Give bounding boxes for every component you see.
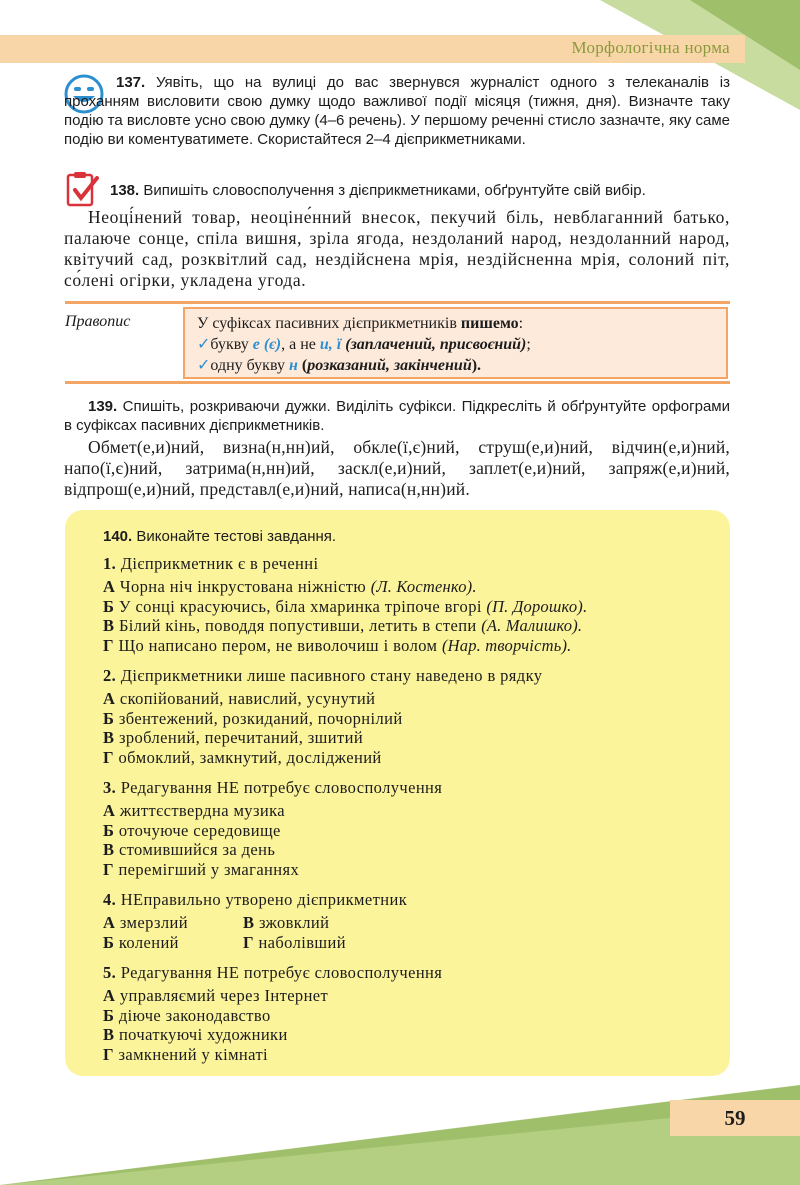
option-text: зжовклий [258,913,330,932]
option-letter: Б [103,820,115,840]
answer-option [103,840,723,860]
question-text: Дієприкметник є в реченні [120,554,319,573]
answer-option [103,689,723,709]
option-letter: Г [103,859,114,879]
option-letter: Г [103,1044,114,1064]
rule-highlight: е (є) [252,336,282,353]
rule-label: Правопис [65,313,131,330]
option-letter: В [103,728,115,747]
question-title [103,554,723,574]
answer-option [103,616,723,636]
question-title [103,666,723,686]
option-source: (П. Дорошко). [486,596,588,616]
option-text: життєствердна музика [119,801,285,820]
rule-divider [65,301,730,304]
option-text: Білий кінь, поводдя попустивши, летить в степи [118,616,477,635]
exercise-139-words: Обмет(е,и)ний, визна(н,нн)ий, обкле(ї,є)ний, струш(е,и)ний, відчин(е,и)ний, напо(ї,є)ний, затрима(н,нн)ий, заскл(е,и)ний, заплет(е,и)ний, запряж(е,и)ний, відпрош(е,и)ний, представл(е,и)ний, написа(н,нн)ий. [64,437,730,499]
option-source: (Нар. творчість). [441,635,572,655]
option-text: замкнений у кімнаті [118,1044,269,1064]
answer-option [103,933,179,953]
option-text: початкуючі художники [118,1025,288,1044]
rule-example: (заплачений, присвоєний) [341,336,527,353]
rule-example: розказаний, закінчений [307,357,472,374]
option-letter: А [103,801,116,820]
question-title [103,778,723,798]
exercise-text: Випишіть словосполучення з дієприкметниками, обґрунтуйте свій вибір. [143,182,646,199]
question-text: Дієприкметники лише пасивного стану наведено в рядку [120,666,543,685]
rule-text: ; [526,336,531,353]
answer-option [103,1025,723,1045]
answer-option [103,636,723,656]
option-source: (Л. Костенко). [370,577,477,596]
option-letter: Г [243,933,254,952]
exercise-138-task [110,181,730,200]
exercise-140-task [103,527,703,546]
option-letter: А [103,577,116,596]
option-text: оточуюче середовище [118,820,281,840]
answer-option [103,986,723,1006]
checkmark-icon: ✓ [197,336,211,353]
answer-option [103,1045,723,1065]
page-number: 59 [670,1100,800,1136]
question-text: Редагування НЕ потребує словосполучення [120,778,443,797]
rule-line-2 [197,334,714,355]
option-text: змерзлий [119,913,188,932]
option-text: скопійований, навислий, усунутий [119,689,376,708]
answer-option [103,577,723,597]
answer-option [103,913,188,933]
rule-text: : [518,315,524,332]
option-text: обмоклий, замкнутий, досліджений [118,747,382,767]
rule-text: одну букву [210,357,289,374]
exercise-number: 137. [116,74,146,91]
exercise-text: Спишіть, розкриваючи дужки. Виділіть суфікси. Підкресліть й обґрунтуйте орфограми в суфіксах пасивних дієприкметників. [64,398,730,434]
question-number: 4. [103,890,117,909]
exercise-137 [64,73,730,149]
option-letter: Г [103,635,114,655]
clipboard-check-icon [66,170,100,208]
option-letter: Б [103,933,115,952]
exercise-138-phrases: Неоці́нений товар, неоціне́нний внесок, пекучий біль, невблаганний батько, палаюче сонце, спіла вишня, зріла ягода, нездоланий народ, нездоланний народ, квітучий сад, розквітлий сад, нездійснена мрія, нездійсненна мрія, солоний піт, со́лені огірки, укладена угода. [64,207,730,290]
option-text: наболівший [258,933,346,952]
option-letter: В [103,840,115,859]
question-number: 1. [103,554,117,573]
rule-highlight: н [288,357,298,374]
option-letter: Б [103,708,115,728]
question-text: НЕправильно утворено дієприкметник [120,890,408,909]
option-letter: А [103,913,116,932]
checkmark-icon: ✓ [197,357,211,374]
answer-option [103,821,723,841]
option-text: перемігший у змаганнях [118,859,300,879]
rule-text: ( [297,357,308,374]
option-letter: В [103,1025,115,1044]
option-letter: А [103,986,116,1005]
option-letter: Б [103,1005,115,1025]
question-2 [103,666,723,767]
option-letter: Г [103,747,114,767]
exercise-number: 139. [88,398,118,415]
answer-option [243,933,346,953]
rule-line-1 [197,313,714,334]
answer-option [243,913,329,933]
test-tasks-box [65,510,730,1076]
option-text: колений [118,933,179,952]
question-number: 5. [103,963,117,982]
question-1 [103,554,723,655]
option-source: (А. Малишко). [481,616,583,635]
rule-text: У суфіксах пасивних дієприкметників [197,315,461,332]
option-text: Чорна ніч інкрустована ніжністю [119,577,367,596]
option-letter: А [103,689,116,708]
option-letter: В [103,616,115,635]
option-letter: В [243,913,255,932]
running-header: Морфологічна норма [571,38,730,57]
option-text: У сонці красуючись, біла хмаринка тріпоче вгорі [118,596,482,616]
option-text: збентежений, розкиданий, почорнілий [118,708,403,728]
question-text: Редагування НЕ потребує словосполучення [120,963,443,982]
question-5 [103,963,723,1064]
exercise-139-task [64,397,730,435]
answer-option [103,748,723,768]
rule-bold: пишемо [460,315,519,332]
exercise-text: Уявіть, що на вулиці до вас звернувся журналіст одного з телеканалів із проханням висловити свою думку щодо важливої події місяця (тижня, дня). Визначте таку подію та висловте усно свою думку (4–6 речень). У першому реченні стисло зазначте, яку саме подію ви коментуватимете. Скористайтеся 2–4 дієприкметниками. [64,74,731,148]
option-text: Що написано пером, не виволочиш і волом [118,635,438,655]
answer-option [103,597,723,617]
option-text: стомившийся за день [118,840,276,859]
rule-highlight: и, ї [319,336,342,353]
exercise-number: 138. [110,182,140,199]
question-title [103,890,723,910]
option-text: управляємий через Інтернет [119,986,329,1005]
option-letter: Б [103,596,115,616]
question-number: 3. [103,778,117,797]
question-4 [103,890,723,955]
question-number: 2. [103,666,117,685]
rule-text: букву [210,336,253,353]
exercise-number: 140. [103,528,133,545]
rule-text: ). [471,357,482,374]
answer-option [103,1006,723,1026]
rule-line-3 [197,355,714,376]
answer-option [103,801,723,821]
rule-divider [65,381,730,384]
option-text: діюче законодавство [118,1005,271,1025]
rule-text: , а не [281,336,320,353]
exercise-text: Виконайте тестові завдання. [136,528,337,545]
option-text: зроблений, перечитаний, зшитий [118,728,364,747]
spelling-rule-box [183,307,728,379]
answer-option [103,728,723,748]
answer-option [103,860,723,880]
question-3 [103,778,723,879]
answer-option [103,709,723,729]
question-title [103,963,723,983]
